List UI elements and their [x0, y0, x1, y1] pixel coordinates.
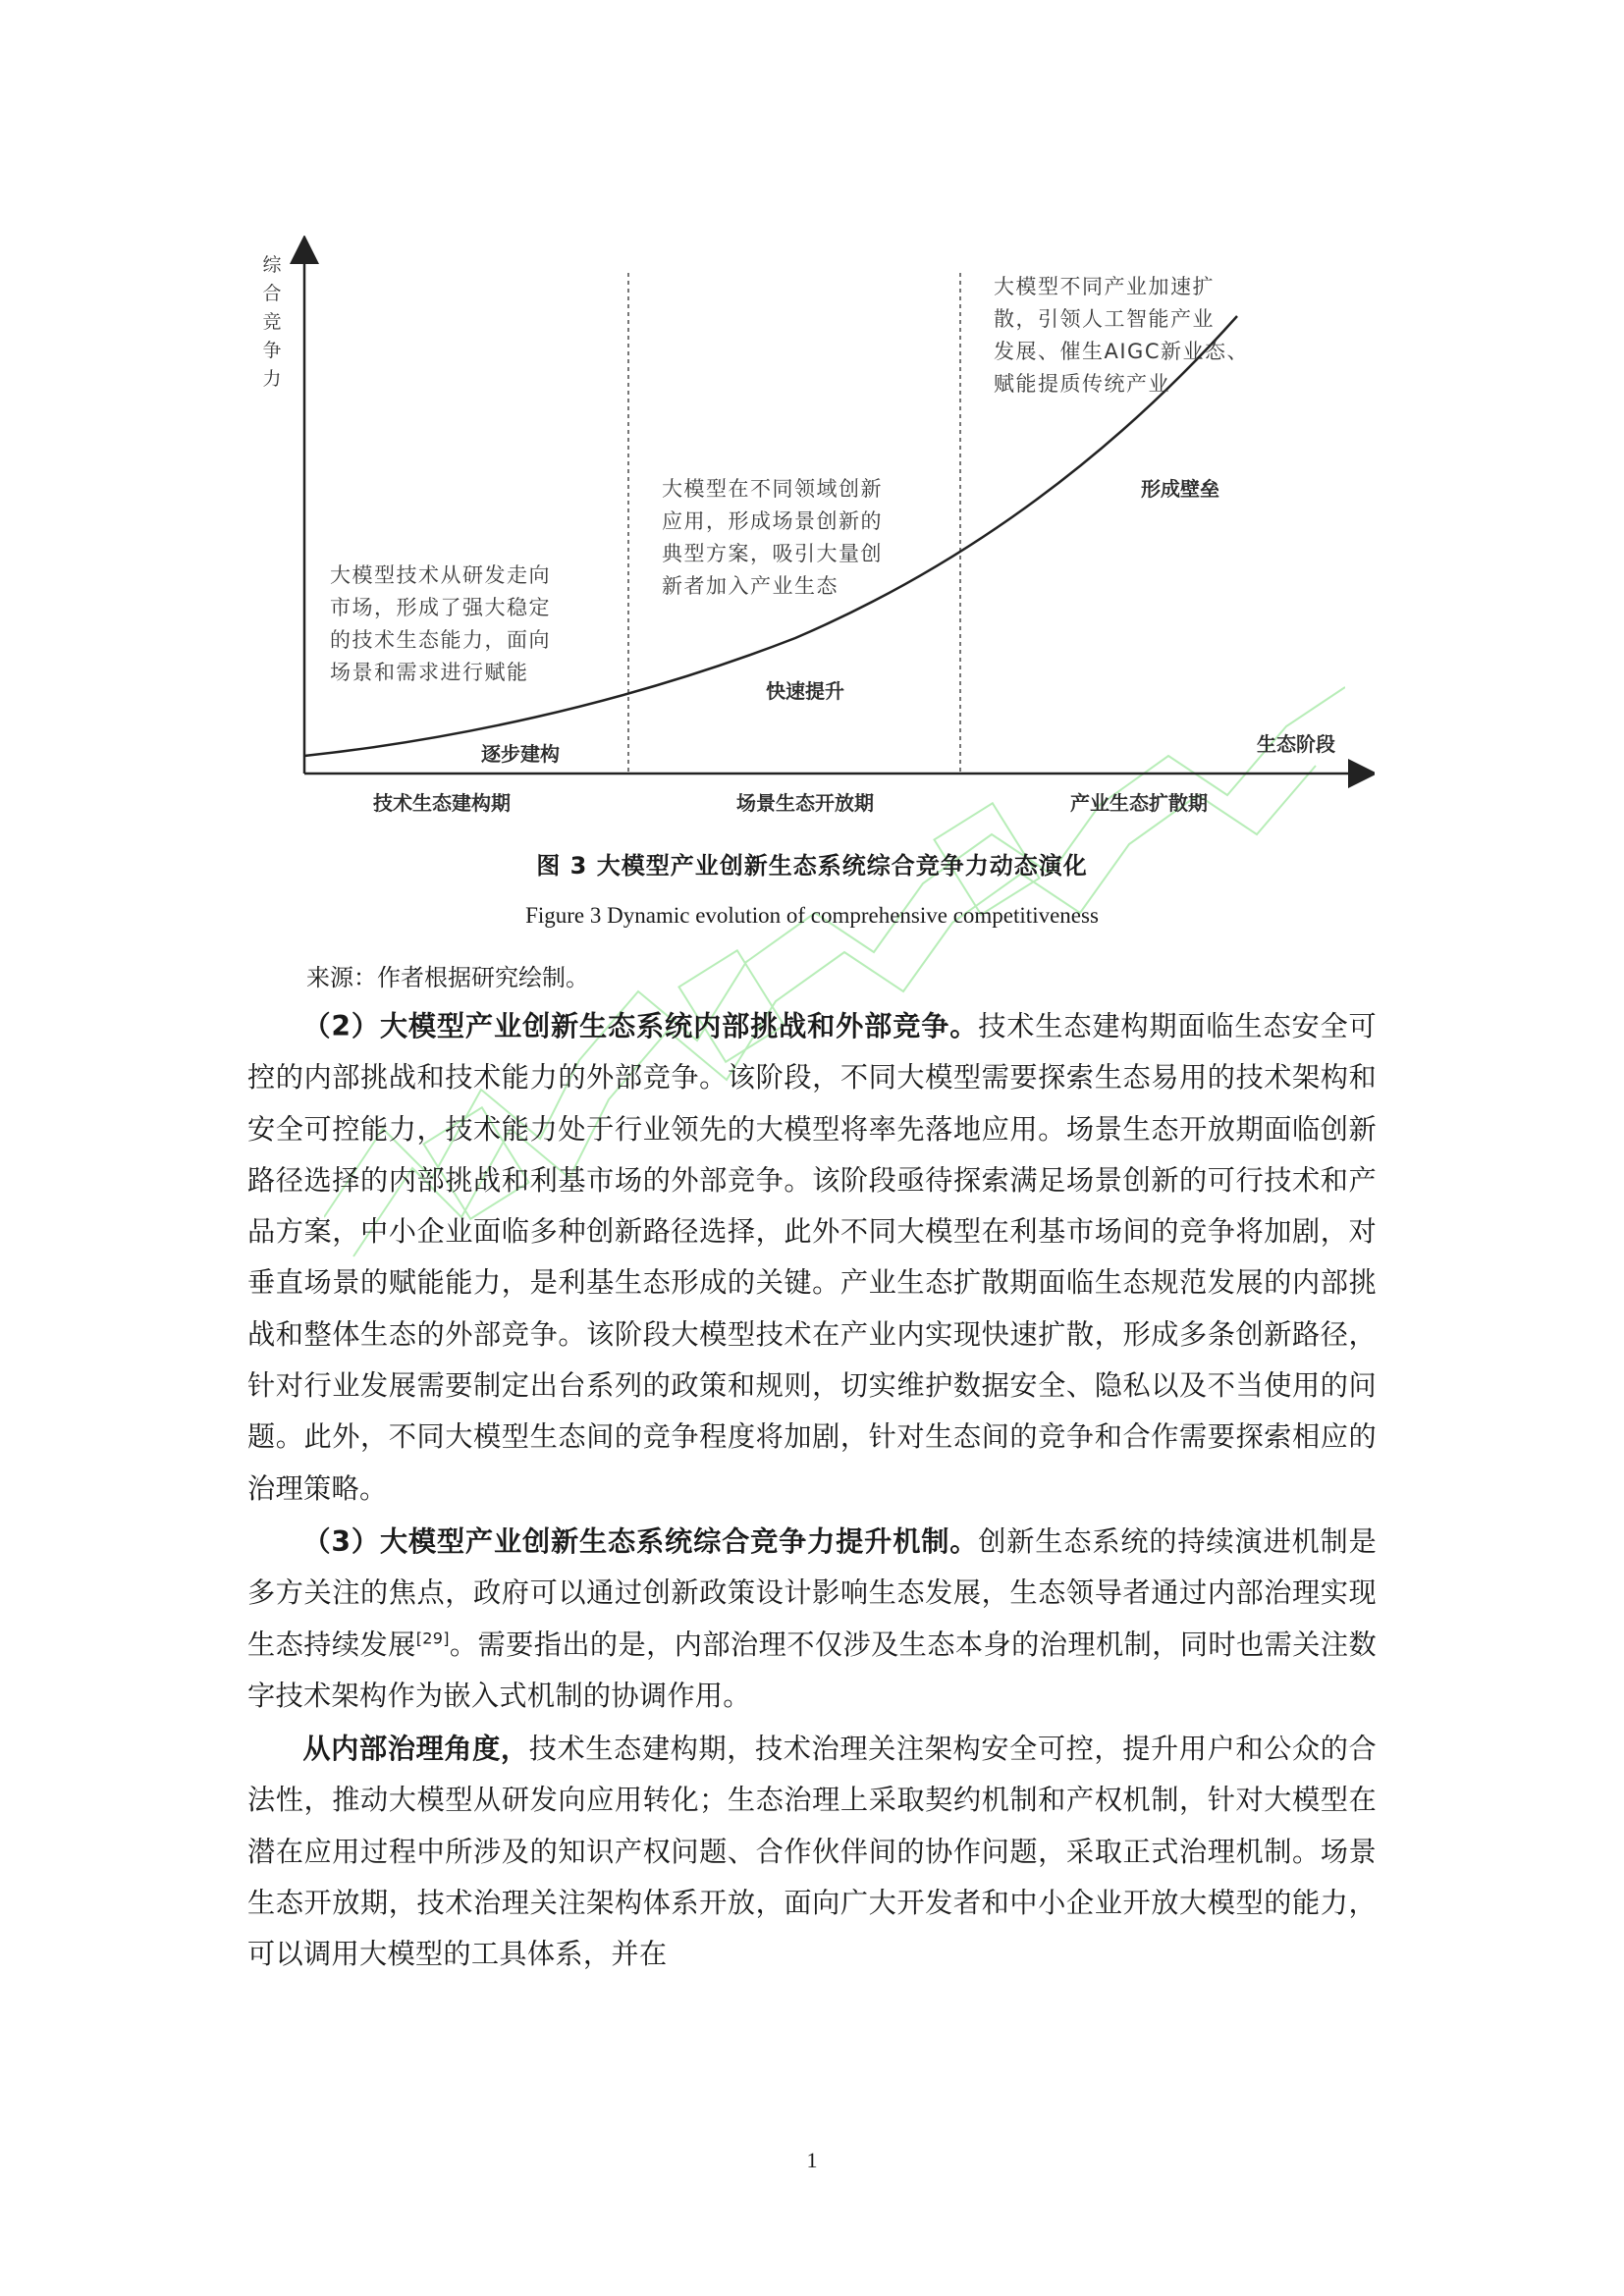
- paragraph-2: [247, 1001, 1377, 1515]
- zone-1-text: 大模型技术从研发走向 市场，形成了强大稳定 的技术生态能力，面向 场景和需求进行赋能: [330, 563, 551, 684]
- x-axis-label: 生态阶段: [1257, 732, 1335, 756]
- paragraph-internal-governance: [247, 1724, 1377, 1980]
- curve-label-3: 形成壁垒: [1141, 477, 1219, 501]
- body-text: [247, 1001, 1377, 1983]
- paragraph-heading: 从内部治理角度，: [302, 1733, 529, 1766]
- paragraph-heading: （2）大模型产业创新生态系统内部挑战和外部竞争。: [302, 1010, 979, 1042]
- figure-caption-en: Figure 3 Dynamic evolution of comprehensive competitiveness: [525, 903, 1099, 928]
- stage-label-2: 场景生态开放期: [736, 791, 874, 815]
- curve-label-2: 快速提升: [766, 679, 844, 703]
- y-axis-label: 综合竞争力: [262, 254, 282, 390]
- stage-label-1: 技术生态建构期: [373, 791, 511, 815]
- paragraph-body-tail: 。需要指出的是，内部治理不仅涉及生态本身的治理机制，同时也需关注数字技术架构作为嵌入式机制的协调作用。: [247, 1628, 1377, 1712]
- figure-3: [245, 236, 1375, 825]
- paragraph-3: [247, 1517, 1377, 1722]
- citation: [29]: [415, 1629, 450, 1648]
- paragraph-body: 创新生态系统的持续演进机制是多方关注的焦点，政府可以通过创新政策设计影响生态发展，生态领导者通过内部治理实现生态持续发展: [247, 1524, 1377, 1661]
- zone-2-text: 大模型在不同领域创新 应用，形成场景创新的 典型方案，吸引大量创 新者加入产业生态: [662, 477, 883, 598]
- curve-label-1: 逐步建构: [481, 742, 560, 766]
- zone-3-text: 大模型不同产业加速扩 散，引领人工智能产业 发展、催生AIGC新业态、 赋能提质传统产业: [994, 275, 1249, 396]
- stage-label-3: 产业生态扩散期: [1070, 791, 1208, 815]
- figure-source: 来源：作者根据研究绘制。: [306, 964, 589, 991]
- paragraph-body: 技术生态建构期，技术治理关注架构安全可控，提升用户和公众的合法性，推动大模型从研发向应用转化；生态治理上采取契约机制和产权机制，针对大模型在潜在应用过程中所涉及的知识产权问题、合作伙伴间的协作问题，采取正式治理机制。场景生态开放期，技术治理关注架构体系开放，面向广大开发者和中小企业开放大模型的能力，可以调用大模型的工具体系，并在: [247, 1733, 1377, 1971]
- paragraph-body: 技术生态建构期面临生态安全可控的内部挑战和技术能力的外部竞争。该阶段，不同大模型需要探索生态易用的技术架构和安全可控能力，技术能力处于行业领先的大模型将率先落地应用。场景生态开放期面临创新路径选择的内部挑战和利基市场的外部竞争。该阶段亟待探索满足场景创新的可行技术和产品方案，中小企业面临多种创新路径选择，此外不同大模型在利基市场间的竞争将加剧，对垂直场景的赋能能力，是利基生态形成的关键。产业生态扩散期面临生态规范发展的内部挑战和整体生态的外部竞争。该阶段大模型技术在产业内实现快速扩散，形成多条创新路径，针对行业发展需要制定出台系列的政策和规则，切实维护数据安全、隐私以及不当使用的问题。此外，不同大模型生态间的竞争程度将加剧，针对生态间的竞争和合作需要探索相应的治理策略。: [247, 1010, 1377, 1505]
- figure-caption-zh: 图 3 大模型产业创新生态系统综合竞争力动态演化: [536, 852, 1088, 880]
- page-number: 1: [806, 2148, 818, 2172]
- paragraph-heading: （3）大模型产业创新生态系统综合竞争力提升机制。: [302, 1524, 979, 1558]
